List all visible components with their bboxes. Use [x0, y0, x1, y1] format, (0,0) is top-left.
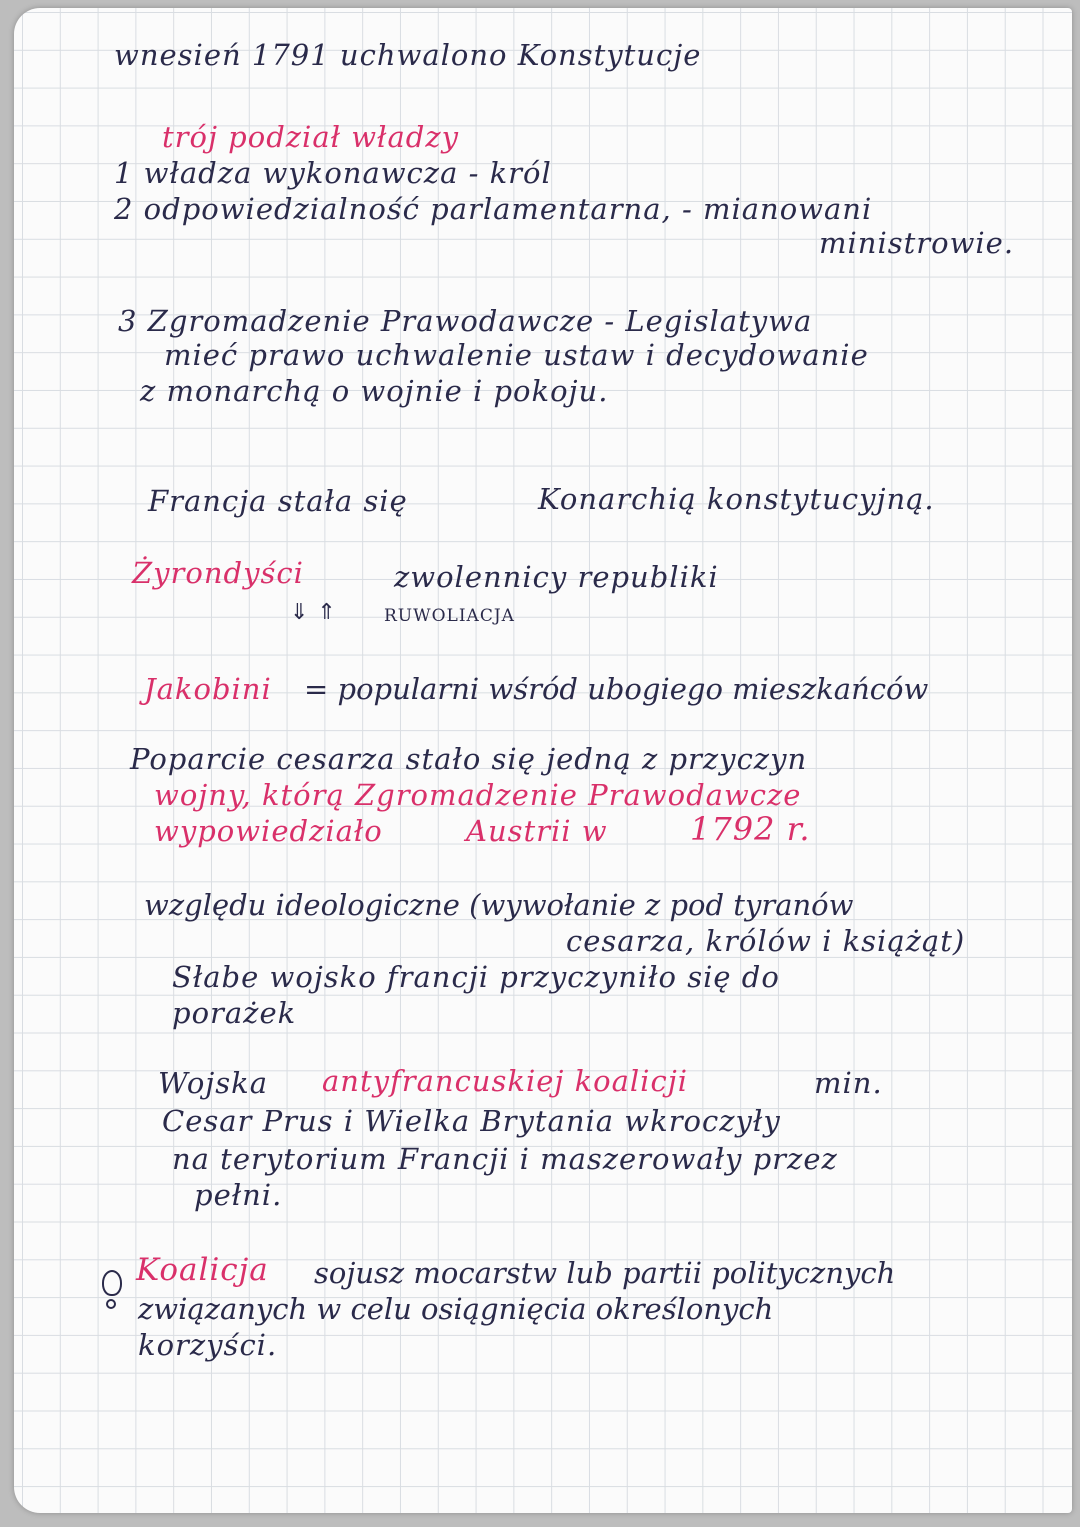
- note-term-koalicja: Koalicja: [136, 1252, 269, 1288]
- note-line-09b: Konarchią konstytucyjną.: [538, 482, 935, 516]
- exclamation-bullet-icon: [102, 1270, 122, 1296]
- note-term-jacobins: Jakobini: [144, 672, 272, 706]
- note-line-08: z monarchą o wojnie i pokoju.: [140, 374, 609, 408]
- note-line-10b: zwolennicy republiki: [394, 560, 719, 594]
- note-line-21: Cesar Prus i Wielka Brytania wkroczyły: [162, 1104, 781, 1138]
- note-line-20c: min.: [814, 1066, 883, 1100]
- note-heading-separation-of-powers: trój podział władzy: [162, 120, 459, 154]
- note-line-18: Słabe wojsko francji przyczyniło się do: [172, 960, 780, 994]
- note-line-14: wojny, którą Zgromadzenie Prawodawcze: [154, 778, 802, 812]
- note-line-11: RUWOLIACJA: [384, 606, 515, 626]
- note-line-22: na terytorium Francji i maszerowały przez: [172, 1142, 838, 1176]
- note-line-15a: wypowiedziało: [154, 814, 383, 848]
- note-line-17: cesarza, królów i książąt): [566, 924, 966, 958]
- notebook-page: [14, 8, 1072, 1513]
- note-line-15b: Austrii w: [466, 814, 608, 848]
- note-line-19: porażek: [172, 996, 297, 1030]
- bullet-dot-icon: [106, 1299, 116, 1309]
- note-year-1792: 1792 r.: [690, 810, 811, 848]
- note-line-25: związanych w celu osiągnięcia określonych: [138, 1292, 774, 1326]
- note-line-05: ministrowie.: [819, 226, 1015, 260]
- note-line-09a: Francja stała się: [148, 484, 408, 518]
- note-line-03: 1 władza wykonawcza - król: [114, 156, 552, 190]
- note-line-16: względu ideologiczne (wywołanie z pod tyranów: [144, 888, 854, 922]
- note-line-24b: sojusz mocarstw lub partii politycznych: [314, 1256, 896, 1290]
- note-line-20a: Wojska: [158, 1066, 269, 1100]
- note-line-26: korzyści.: [138, 1328, 278, 1362]
- note-line-23: pełni.: [194, 1178, 283, 1212]
- note-term-coalition: antyfrancuskiej koalicji: [322, 1064, 688, 1098]
- note-line-07: mieć prawo uchwalenie ustaw i decydowanie: [164, 338, 869, 372]
- note-line-01: wnesień 1791 uchwalono Konstytucje: [114, 38, 702, 72]
- up-down-arrows-icon: ⇓ ⇑: [290, 600, 337, 625]
- note-term-girondins: Żyrondyści: [132, 556, 304, 590]
- note-line-06: 3 Zgromadzenie Prawodawcze - Legislatywa: [118, 304, 813, 338]
- note-line-12b: = popularni wśród ubogiego mieszkańców: [304, 672, 929, 706]
- note-line-04: 2 odpowiedzialność parlamentarna, - mianowani: [114, 192, 873, 226]
- note-line-13: Poparcie cesarza stało się jedną z przyczyn: [130, 742, 808, 776]
